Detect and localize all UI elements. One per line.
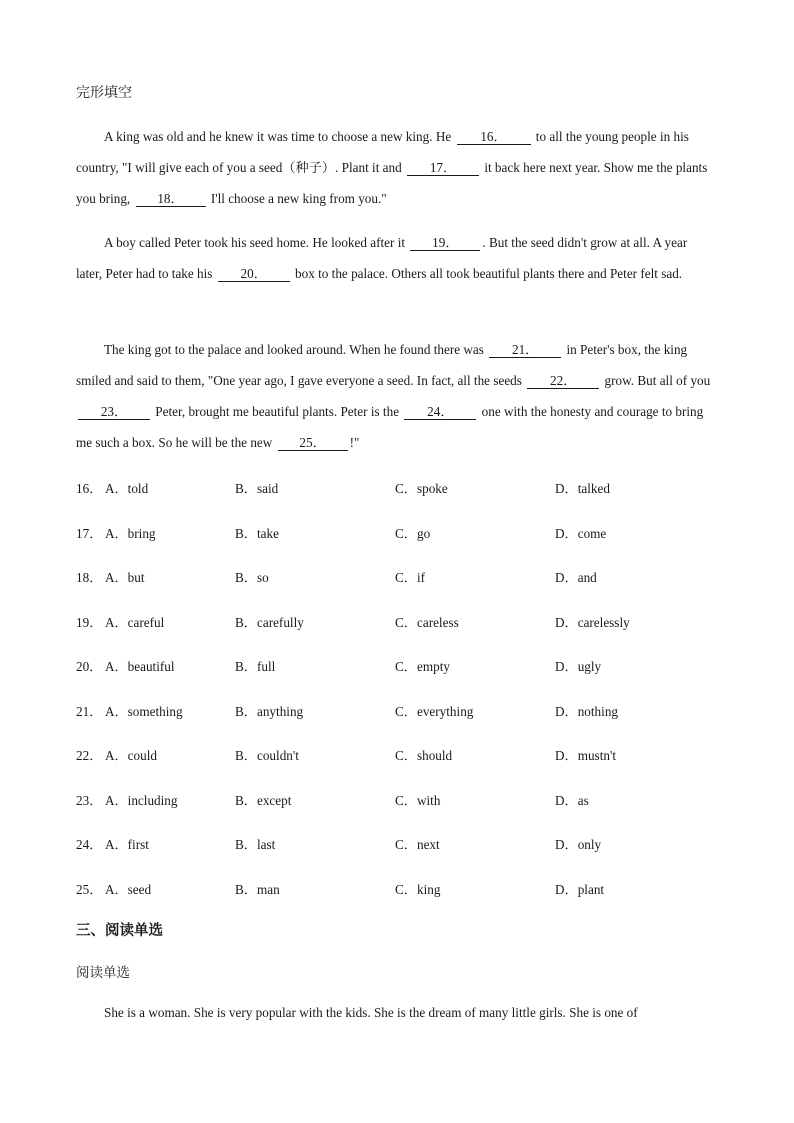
question-number-and-option-a[interactable]: 19． A．careful [76, 614, 165, 630]
text: I'll choose a new king from you." [210, 191, 387, 206]
option-b[interactable]: B．take [235, 525, 279, 541]
question-row [76, 701, 716, 746]
question-number-and-option-a[interactable]: 24． A．first [76, 837, 149, 852]
question-row [76, 656, 716, 701]
option-d[interactable]: D．only [555, 837, 602, 852]
question-row [76, 879, 716, 924]
paragraph-3 [76, 334, 716, 458]
reading-paragraph: She is a woman. She is very popular with the kids. She is the dream of many little girls. She is one of [104, 1005, 638, 1020]
option-c[interactable]: C．careless [395, 614, 459, 630]
option-d[interactable]: D．plant [555, 881, 605, 897]
reading-subheading: 阅读单选 [76, 965, 130, 981]
blank-22: 22． [527, 373, 599, 389]
option-d[interactable]: D．carelessly [555, 614, 630, 630]
option-d[interactable]: D．talked [555, 481, 610, 496]
blank-19: 19． [410, 235, 480, 251]
option-c[interactable]: C．go [395, 525, 431, 541]
option-b[interactable]: B．man [235, 881, 280, 897]
question-row [76, 745, 716, 790]
option-b[interactable]: B．couldn't [235, 748, 299, 763]
question-number-and-option-a[interactable]: 16． A．told [76, 481, 149, 496]
blank-17: 17． [407, 160, 479, 176]
option-d[interactable]: D．and [555, 570, 597, 585]
option-c[interactable]: C．if [395, 570, 426, 585]
option-c[interactable]: C．spoke [395, 481, 448, 496]
option-c[interactable]: C．king [395, 881, 441, 897]
text: box to the palace. Others all took beautiful plants there and Peter felt sad. [295, 266, 683, 281]
blank-16: 16． [457, 129, 531, 145]
question-row [76, 612, 716, 657]
question-number-and-option-a[interactable]: 21． A．something [76, 703, 183, 719]
text: A boy called Peter took his seed home. He looked after it [104, 235, 406, 250]
option-c[interactable]: C．empty [395, 659, 450, 674]
question-number-and-option-a[interactable]: 25． A．seed [76, 881, 152, 897]
option-b[interactable]: B．said [235, 481, 279, 496]
section-title: 完形填空 [76, 86, 132, 101]
option-d[interactable]: D．as [555, 792, 589, 808]
question-number-and-option-a[interactable]: 20． A．beautiful [76, 659, 175, 674]
paragraph-1 [76, 121, 716, 214]
question-row [76, 834, 716, 879]
blank-23: 23． [78, 404, 150, 420]
question-options [76, 478, 716, 923]
question-row [76, 478, 716, 523]
question-number-and-option-a[interactable]: 17． A．bring [76, 525, 156, 541]
option-b[interactable]: B．last [235, 837, 276, 852]
option-b[interactable]: B．anything [235, 703, 304, 719]
option-d[interactable]: D．nothing [555, 703, 619, 719]
text: to all the young people in his country, "I will give each of you a seed（种子）. Plant it and [76, 129, 689, 175]
question-row [76, 567, 716, 612]
option-d[interactable]: D．ugly [555, 659, 602, 674]
part-three-heading: 三、阅读单选 [76, 923, 163, 939]
question-number-and-option-a[interactable]: 22． A．could [76, 748, 157, 763]
option-b[interactable]: B．full [235, 659, 276, 674]
blank-25: 25． [278, 435, 348, 451]
paragraph-2 [76, 227, 716, 289]
blank-21: 21． [489, 342, 561, 358]
question-row [76, 790, 716, 835]
option-b[interactable]: B．so [235, 570, 269, 585]
text: it back here next year. Show me the plants you bring, [76, 160, 708, 206]
text: !" [349, 435, 360, 450]
text: The king got to the palace and looked around. When he found there was [104, 342, 484, 357]
option-d[interactable]: D．come [555, 525, 607, 541]
question-number-and-option-a[interactable]: 23． A．including [76, 792, 178, 808]
option-b[interactable]: B．carefully [235, 614, 304, 630]
blank-18: 18． [136, 191, 206, 207]
question-number-and-option-a[interactable]: 18． A．but [76, 570, 145, 585]
text: in Peter's box, the king smiled and said to them, "One year ago, I gave everyone a seed. In fact, all the seeds [76, 342, 688, 388]
option-c[interactable]: C．everything [395, 703, 474, 719]
text: grow. But all of you [604, 373, 711, 388]
question-row [76, 523, 716, 568]
option-c[interactable]: C．should [395, 748, 453, 763]
blank-24: 24． [404, 404, 476, 420]
option-b[interactable]: B．except [235, 792, 292, 808]
text: . But the seed didn't grow at all. A year later, Peter had to take his [76, 235, 688, 281]
text: one with the honesty and courage to bring me such a box. So he will be the new [76, 404, 704, 450]
text: A king was old and he knew it was time to choose a new king. He [104, 129, 452, 144]
option-c[interactable]: C．next [395, 837, 440, 852]
blank-20: 20． [218, 266, 290, 282]
option-d[interactable]: D．mustn't [555, 748, 616, 763]
option-c[interactable]: C．with [395, 792, 441, 808]
text: Peter, brought me beautiful plants. Peter is the [155, 404, 400, 419]
